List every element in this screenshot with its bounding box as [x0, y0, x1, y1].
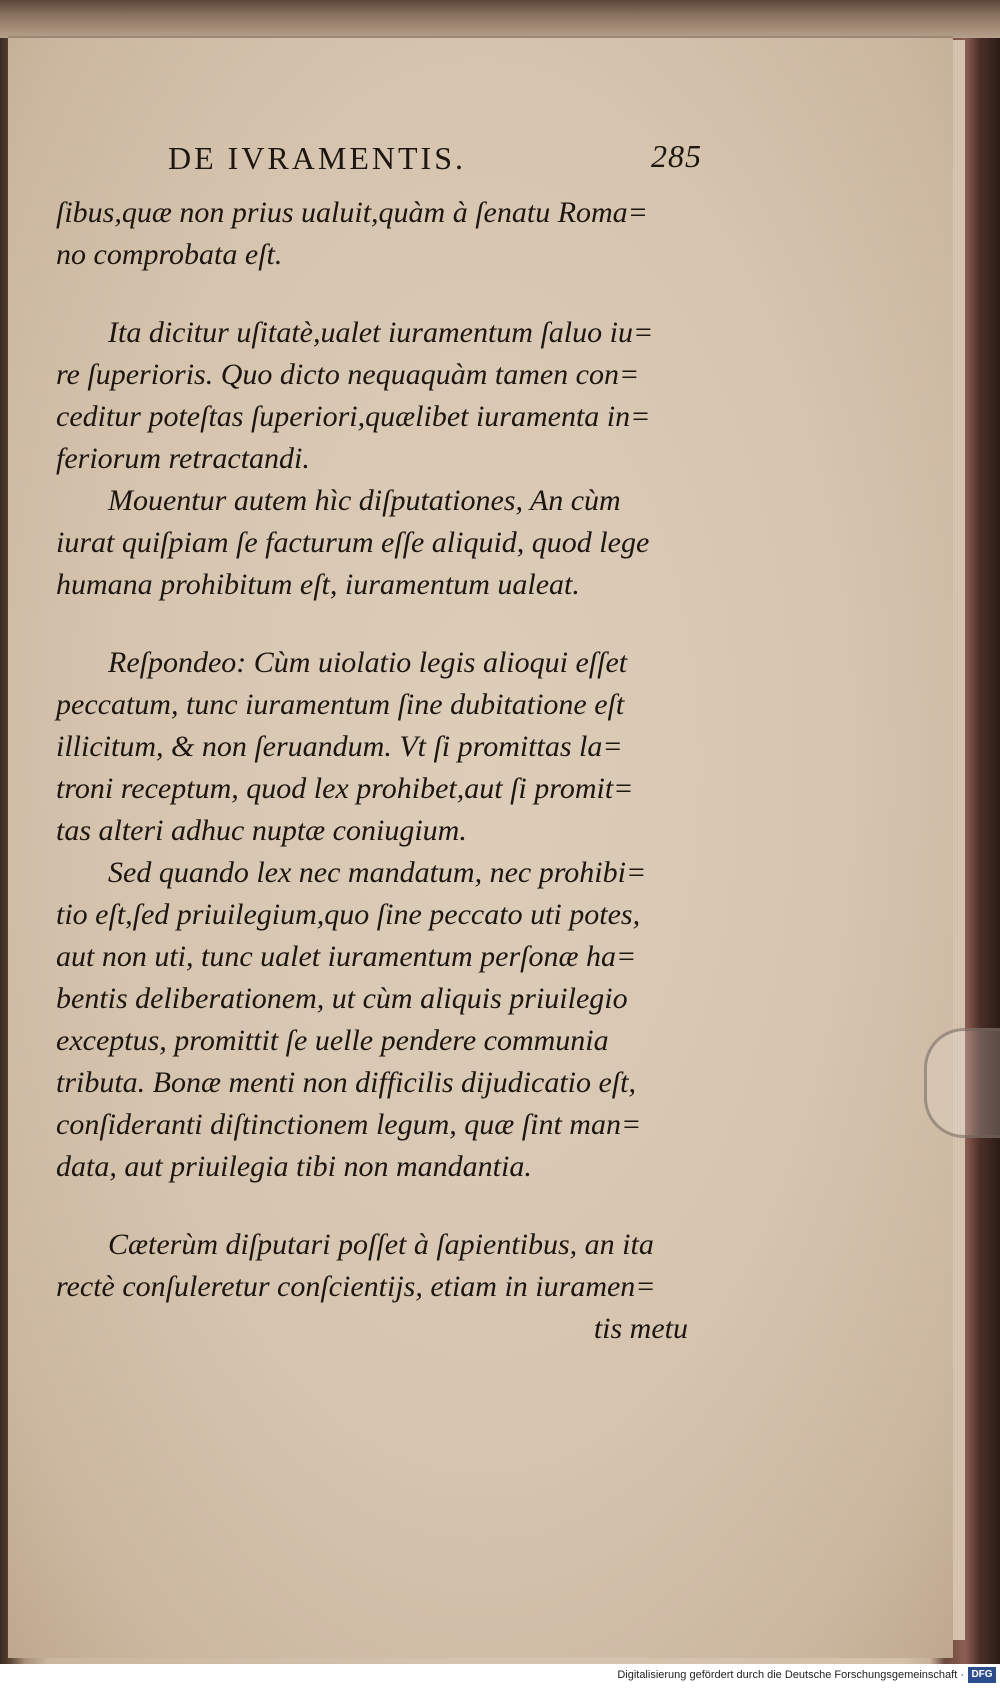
text-line: no comprobata eſt.: [56, 238, 283, 271]
text-line: Ita dicitur uſitatè,ualet iuramentum ſaluo iu=: [108, 316, 654, 349]
funding-credit: Digitalisierung gefördert durch die Deutsche Forschungsgemeinschaft ·: [617, 1669, 964, 1681]
text-line: data, aut priuilegia tibi non mandantia.: [56, 1150, 532, 1183]
running-header: [168, 140, 708, 180]
text-line: re ſuperioris. Quo dicto nequaquàm tamen con=: [56, 358, 640, 391]
page-number: 285: [651, 138, 702, 174]
text-line: peccatum, tunc iuramentum ſine dubitatione eſt: [56, 688, 625, 721]
text-line: Cæterùm diſputari poſſet à ſapientibus, an ita: [108, 1228, 654, 1261]
text-line: Mouentur autem hìc diſputationes, An cùm: [108, 484, 621, 517]
text-line: tributa. Bonæ menti non difficilis dijudicatio eſt,: [56, 1066, 636, 1099]
book-top-edge: [0, 0, 1000, 38]
text-line: conſideranti diſtinctionem legum, quæ ſint man=: [56, 1108, 642, 1141]
digitization-footer: [0, 1664, 1000, 1688]
book-clasp-clip: [924, 1028, 1000, 1138]
text-line: aut non uti, tunc ualet iuramentum perſonæ ha=: [56, 940, 637, 973]
text-line: troni receptum, quod lex prohibet,aut ſi promit=: [56, 772, 634, 805]
text-line: ſibus,quæ non prius ualuit,quàm à ſenatu Roma=: [56, 196, 648, 229]
paragraph-gap: [56, 1188, 698, 1224]
running-title: DE IVRAMENTIS.: [168, 140, 466, 176]
text-line: rectè conſuleretur conſcientijs, etiam in iuramen=: [56, 1270, 656, 1303]
body-text: [56, 192, 698, 1350]
text-line: iurat quiſpiam ſe facturum eſſe aliquid, quod lege: [56, 526, 650, 559]
text-line: feriorum retractandi.: [56, 442, 310, 475]
text-line: Reſpondeo: Cùm uiolatio legis alioqui eſſet: [108, 646, 628, 679]
text-line: tas alteri adhuc nuptæ coniugium.: [56, 814, 467, 847]
paragraph-gap: [56, 606, 698, 642]
text-line: illicitum, & non ſeruandum. Vt ſi promittas la=: [56, 730, 623, 763]
dfg-logo: DFG: [968, 1667, 996, 1683]
text-line: Sed quando lex nec mandatum, nec prohibi=: [108, 856, 647, 889]
paragraph-gap: [56, 276, 698, 312]
text-line: bentis deliberationem, ut cùm aliquis priuilegio: [56, 982, 628, 1015]
text-line: tis metu: [593, 1312, 688, 1345]
text-line: tio eſt,ſed priuilegium,quo ſine peccato uti potes,: [56, 898, 641, 931]
page-stack-edge: [953, 40, 965, 1640]
text-line: exceptus, promittit ſe uelle pendere communia: [56, 1024, 609, 1057]
text-line: ceditur poteſtas ſuperiori,quælibet iuramenta in=: [56, 400, 651, 433]
text-line: humana prohibitum eſt, iuramentum ualeat.: [56, 568, 580, 601]
